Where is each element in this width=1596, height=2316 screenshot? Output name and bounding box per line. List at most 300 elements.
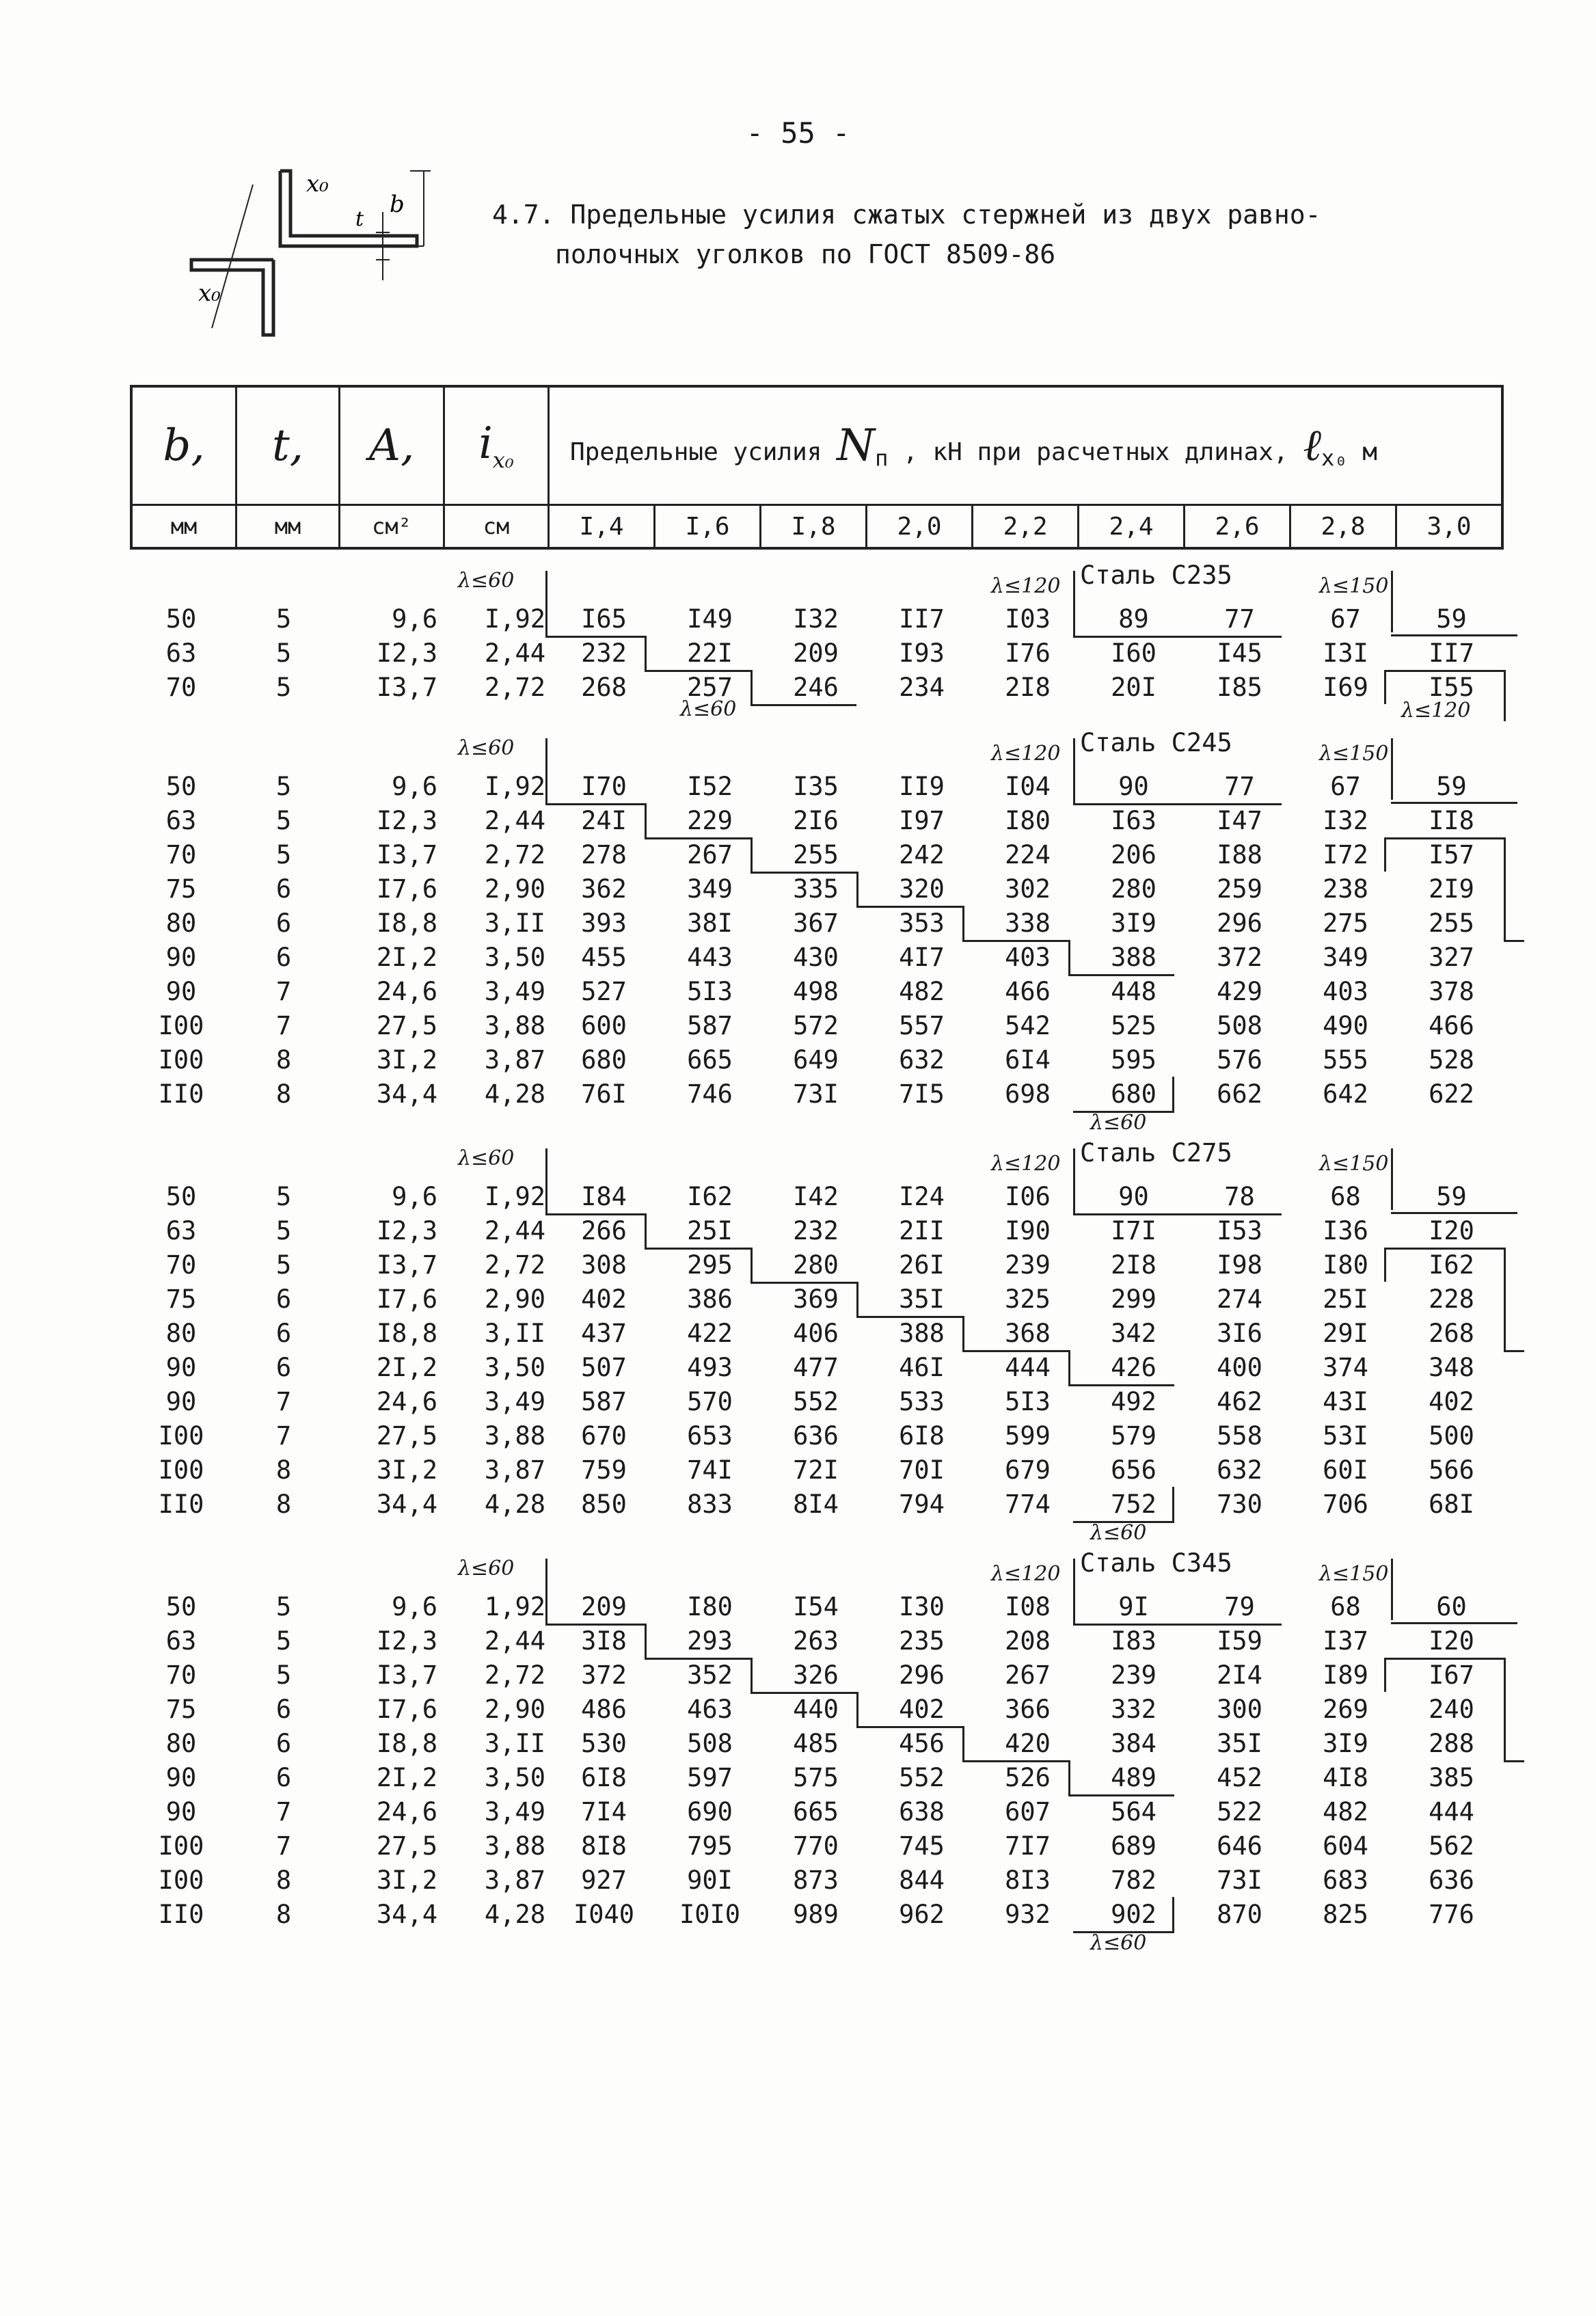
force-value-cell: 463	[687, 1694, 733, 1724]
force-value-cell: 388	[899, 1318, 945, 1348]
slenderness-boundary-line	[1068, 1384, 1174, 1386]
force-value-cell: 372	[1217, 942, 1262, 972]
header-length: 2,8	[1290, 505, 1396, 549]
force-value-cell: 599	[1005, 1420, 1051, 1451]
force-value-cell: 255	[1429, 908, 1474, 938]
force-value-cell: 70I	[899, 1455, 945, 1485]
section-param-cell: I00	[158, 1010, 204, 1040]
force-value-cell: 642	[1323, 1079, 1368, 1109]
force-value-cell: 2II	[899, 1215, 945, 1245]
force-value-cell: 8I4	[793, 1489, 839, 1519]
force-value-cell: 402	[899, 1694, 945, 1724]
force-value-cell: 76I	[581, 1079, 627, 1109]
slenderness-boundary-line	[1391, 571, 1393, 632]
slenderness-boundary-line	[1391, 738, 1393, 800]
slenderness-limit-60-label: λ≤60	[458, 736, 515, 760]
slenderness-boundary-line	[1504, 1248, 1506, 1350]
force-value-cell: 29I	[1323, 1318, 1368, 1348]
section-param-cell: 5	[275, 1626, 292, 1656]
force-value-cell: 302	[1005, 874, 1051, 904]
section-param-cell: 5	[275, 805, 292, 835]
force-value-cell: 962	[899, 1899, 945, 1929]
slenderness-limit-120-label-lower: λ≤120	[1401, 699, 1471, 723]
slenderness-boundary-line	[1504, 837, 1506, 940]
slenderness-boundary-line	[1391, 1212, 1517, 1214]
force-value-cell: 242	[899, 839, 945, 870]
section-param-cell: I2,3	[376, 1626, 437, 1656]
slenderness-boundary-line	[1504, 670, 1506, 721]
force-value-cell: 299	[1111, 1284, 1157, 1314]
section-param-cell: 27,5	[376, 1831, 437, 1861]
force-value-cell: 35I	[1217, 1728, 1262, 1758]
slenderness-boundary-line	[750, 704, 856, 706]
section-param-cell: 34,4	[376, 1079, 437, 1109]
force-value-cell: 206	[1111, 839, 1157, 870]
slenderness-boundary-line	[1073, 1487, 1174, 1523]
force-value-cell: 60	[1436, 1591, 1467, 1621]
force-value-cell: 68I	[1429, 1489, 1474, 1519]
force-value-cell: 4I7	[899, 942, 945, 972]
force-value-cell: 349	[1323, 942, 1368, 972]
force-value-cell: 558	[1217, 1420, 1262, 1451]
section-param-cell: 90	[165, 1386, 197, 1416]
force-value-cell: 384	[1111, 1728, 1157, 1758]
force-value-cell: 656	[1111, 1455, 1157, 1485]
section-param-cell: 7	[275, 1386, 292, 1416]
force-value-cell: 74I	[687, 1455, 733, 1485]
force-value-cell: 774	[1005, 1489, 1051, 1519]
section-param-cell: 8	[275, 1455, 292, 1485]
header-title: Предельные усилия $N_п$ , кН при расчетных длинах, ℓ$_{x_0}$ м	[549, 386, 1503, 505]
force-value-cell: 35I	[899, 1284, 945, 1314]
force-value-cell: 530	[581, 1728, 627, 1758]
force-value-cell: I35	[793, 771, 839, 801]
section-param-cell: 5	[275, 1660, 292, 1690]
force-value-cell: 5I3	[687, 976, 733, 1006]
force-value-cell: 746	[687, 1079, 733, 1109]
slenderness-boundary-line	[1384, 1248, 1504, 1250]
force-value-cell: 352	[687, 1660, 733, 1690]
force-value-cell: 646	[1217, 1831, 1262, 1861]
force-value-cell: 2I9	[1429, 874, 1474, 904]
table-row	[130, 1624, 1504, 1658]
force-value-cell: 870	[1217, 1899, 1262, 1929]
force-value-cell: 489	[1111, 1762, 1157, 1792]
force-value-cell: 636	[1429, 1865, 1474, 1895]
header-length: 2,0	[867, 505, 973, 549]
slenderness-boundary-line	[1068, 1350, 1070, 1384]
force-value-cell: 402	[581, 1284, 627, 1314]
slenderness-boundary-line	[962, 906, 964, 940]
force-value-cell: 833	[687, 1489, 733, 1519]
force-value-cell: I70	[581, 771, 627, 801]
force-value-cell: 25I	[1323, 1284, 1368, 1314]
force-value-cell: 466	[1005, 976, 1051, 1006]
force-value-cell: 2I8	[1111, 1250, 1157, 1280]
table-row	[130, 1384, 1504, 1418]
force-value-cell: 2I8	[1005, 672, 1051, 702]
table-row	[130, 1829, 1504, 1863]
section-param-cell: 7	[275, 1796, 292, 1827]
force-value-cell: 20I	[1111, 672, 1157, 702]
force-value-cell: 9I	[1118, 1591, 1149, 1621]
force-value-cell: 59	[1436, 1181, 1467, 1211]
section-param-cell: I00	[158, 1420, 204, 1451]
section-param-cell: 70	[165, 1250, 197, 1280]
force-value-cell: 679	[1005, 1455, 1051, 1485]
force-value-cell: 533	[899, 1386, 945, 1416]
slenderness-limit-150-label: λ≤150	[1319, 742, 1389, 766]
force-value-cell: I85	[1217, 672, 1262, 702]
slenderness-boundary-line	[1504, 940, 1524, 942]
section-param-cell: 5	[275, 1591, 292, 1621]
section-param-cell: 70	[165, 672, 197, 702]
slenderness-boundary-line	[1068, 940, 1070, 974]
section-param-cell: 2,90	[484, 1694, 545, 1724]
section-param-cell: 9,6	[392, 771, 437, 801]
force-value-cell: I89	[1323, 1660, 1368, 1690]
force-value-cell: 448	[1111, 976, 1157, 1006]
section-param-cell: 75	[165, 1694, 197, 1724]
section-param-cell: 63	[165, 1626, 197, 1656]
header-length: I,8	[761, 505, 867, 549]
force-value-cell: 526	[1005, 1762, 1051, 1792]
table-row	[130, 1760, 1504, 1794]
force-value-cell: 79	[1224, 1591, 1255, 1621]
header-length: 2,2	[973, 505, 1079, 549]
force-value-cell: 229	[687, 805, 733, 835]
force-value-cell: 90	[1118, 771, 1149, 801]
force-value-cell: 730	[1217, 1489, 1262, 1519]
slenderness-boundary-line	[545, 1148, 547, 1213]
table-row	[130, 1658, 1504, 1692]
force-value-cell: I49	[687, 604, 733, 634]
force-value-cell: 278	[581, 839, 627, 870]
slenderness-boundary-line	[645, 837, 750, 839]
force-value-cell: 209	[581, 1591, 627, 1621]
force-value-cell: 378	[1429, 976, 1474, 1006]
slenderness-boundary-line	[962, 1316, 964, 1350]
force-value-cell: 22I	[687, 638, 733, 668]
force-value-cell: 564	[1111, 1796, 1157, 1827]
slenderness-limit-150-label: λ≤150	[1319, 574, 1389, 598]
force-value-cell: I32	[1323, 805, 1368, 835]
section-param-cell: 90	[165, 1796, 197, 1827]
section-param-cell: 63	[165, 805, 197, 835]
force-value-cell: 267	[1005, 1660, 1051, 1690]
force-value-cell: I62	[687, 1181, 733, 1211]
section-param-cell: 90	[165, 976, 197, 1006]
force-value-cell: 38I	[687, 908, 733, 938]
force-value-cell: 240	[1429, 1694, 1474, 1724]
force-value-cell: 653	[687, 1420, 733, 1451]
force-value-cell: 555	[1323, 1045, 1368, 1075]
section-param-cell: 2,90	[484, 874, 545, 904]
section-param-cell: 70	[165, 1660, 197, 1690]
force-value-cell: I37	[1323, 1626, 1368, 1656]
force-value-cell: 572	[793, 1010, 839, 1040]
slenderness-boundary-line	[1384, 1658, 1386, 1692]
table-row	[130, 1897, 1504, 1931]
force-value-cell: 3I9	[1111, 908, 1157, 938]
slenderness-boundary-line	[1073, 1077, 1174, 1113]
force-value-cell: 25I	[687, 1215, 733, 1245]
slenderness-boundary-line	[1073, 1624, 1282, 1626]
section-param-cell: 8	[275, 1865, 292, 1895]
force-value-cell: I80	[1323, 1250, 1368, 1280]
table-row	[130, 1042, 1504, 1077]
force-value-cell: 325	[1005, 1284, 1051, 1314]
slenderness-boundary-line	[545, 636, 646, 638]
slenderness-boundary-line	[1073, 1148, 1075, 1213]
force-value-cell: I0I0	[679, 1899, 741, 1929]
section-param-cell: 3,50	[484, 1352, 545, 1382]
slenderness-boundary-line	[1068, 1794, 1174, 1796]
section-param-cell: 3,87	[484, 1045, 545, 1075]
force-value-cell: II7	[899, 604, 945, 634]
force-value-cell: 53I	[1323, 1420, 1368, 1451]
force-value-cell: I53	[1217, 1215, 1262, 1245]
header-a: A,	[340, 386, 444, 505]
section-param-cell: 3,88	[484, 1010, 545, 1040]
section-param-cell: 4,28	[484, 1489, 545, 1519]
force-value-cell: 525	[1111, 1010, 1157, 1040]
force-value-cell: 776	[1429, 1899, 1474, 1929]
section-param-cell: I3,7	[376, 1250, 437, 1280]
force-value-cell: I65	[581, 604, 627, 634]
slenderness-boundary-line	[1073, 571, 1075, 636]
section-param-cell: 3I,2	[376, 1455, 437, 1485]
force-value-cell: 482	[899, 976, 945, 1006]
slenderness-boundary-line	[962, 1726, 964, 1760]
section-param-cell: 50	[165, 1591, 197, 1621]
force-value-cell: 527	[581, 976, 627, 1006]
section-param-cell: 7	[275, 976, 292, 1006]
force-value-cell: I03	[1005, 604, 1051, 634]
slenderness-boundary-line	[645, 636, 647, 670]
section-param-cell: 6	[275, 1284, 292, 1314]
force-value-cell: 2I6	[793, 805, 839, 835]
slenderness-boundary-line	[645, 670, 750, 672]
double-angle-section-sketch	[185, 164, 458, 349]
force-value-cell: 6I4	[1005, 1045, 1051, 1075]
slenderness-boundary-line	[1391, 634, 1517, 636]
slenderness-boundary-line	[645, 1248, 750, 1250]
force-value-cell: I52	[687, 771, 733, 801]
force-value-cell: 794	[899, 1489, 945, 1519]
table-row	[130, 837, 1504, 872]
section-param-cell: I,92	[484, 771, 545, 801]
force-value-cell: 422	[687, 1318, 733, 1348]
slenderness-boundary-line	[962, 940, 1068, 942]
force-value-cell: 665	[687, 1045, 733, 1075]
force-value-cell: 665	[793, 1796, 839, 1827]
force-value-cell: 485	[793, 1728, 839, 1758]
section-param-cell: 90	[165, 1352, 197, 1382]
section-param-cell: 3,50	[484, 1762, 545, 1792]
section-param-cell: 5	[275, 771, 292, 801]
force-value-cell: 437	[581, 1318, 627, 1348]
force-value-cell: 770	[793, 1831, 839, 1861]
section-param-cell: 63	[165, 1215, 197, 1245]
force-value-cell: 239	[1005, 1250, 1051, 1280]
slenderness-boundary-line	[750, 670, 753, 704]
force-value-cell: 795	[687, 1831, 733, 1861]
force-value-cell: 73I	[1217, 1865, 1262, 1895]
table-row	[130, 636, 1504, 670]
force-value-cell: 444	[1005, 1352, 1051, 1382]
force-value-cell: 268	[581, 672, 627, 702]
force-value-cell: 632	[1217, 1455, 1262, 1485]
force-value-cell: 440	[793, 1694, 839, 1724]
force-value-cell: 269	[1323, 1694, 1368, 1724]
force-value-cell: 268	[1429, 1318, 1474, 1348]
table-row	[130, 1418, 1504, 1453]
section-param-cell: 7	[275, 1010, 292, 1040]
force-value-cell: 989	[793, 1899, 839, 1929]
force-value-cell: 68	[1330, 1591, 1361, 1621]
table-row	[130, 872, 1504, 906]
force-value-cell: 78	[1224, 1181, 1255, 1211]
force-value-cell: 403	[1005, 942, 1051, 972]
force-value-cell: 607	[1005, 1796, 1051, 1827]
force-value-cell: 232	[793, 1215, 839, 1245]
slenderness-boundary-line	[856, 1726, 962, 1728]
header-b-unit: мм	[131, 505, 236, 549]
force-value-cell: 8I3	[1005, 1865, 1051, 1895]
section-param-cell: 80	[165, 1728, 197, 1758]
force-value-cell: 426	[1111, 1352, 1157, 1382]
section-param-cell: I00	[158, 1865, 204, 1895]
force-value-cell: 444	[1429, 1796, 1474, 1827]
table-row	[130, 1863, 1504, 1897]
force-value-cell: 595	[1111, 1045, 1157, 1075]
section-param-cell: 4,28	[484, 1899, 545, 1929]
force-value-cell: 280	[1111, 874, 1157, 904]
section-param-cell: I7,6	[376, 1284, 437, 1314]
force-value-cell: 579	[1111, 1420, 1157, 1451]
section-param-cell: I00	[158, 1455, 204, 1485]
slenderness-boundary-line	[750, 1658, 753, 1692]
force-value-cell: 557	[899, 1010, 945, 1040]
force-value-cell: I55	[1429, 672, 1474, 702]
slenderness-boundary-line	[1504, 1760, 1524, 1762]
slenderness-limit-60-label: λ≤60	[458, 1557, 515, 1580]
header-ix0-unit: см	[444, 505, 549, 549]
section-param-cell: 9,6	[392, 604, 437, 634]
force-value-cell: 683	[1323, 1865, 1368, 1895]
force-value-cell: 662	[1217, 1079, 1262, 1109]
force-value-cell: 3I8	[581, 1626, 627, 1656]
force-value-cell: 296	[1217, 908, 1262, 938]
force-value-cell: 782	[1111, 1865, 1157, 1895]
caption-line-2: полочных уголков по ГОСТ 8509-86	[555, 239, 1056, 269]
section-param-cell: 75	[165, 874, 197, 904]
force-value-cell: 455	[581, 942, 627, 972]
header-t: t,	[236, 386, 340, 505]
force-value-cell: 77	[1224, 771, 1255, 801]
slenderness-boundary-line	[1384, 1658, 1504, 1660]
force-value-cell: I08	[1005, 1591, 1051, 1621]
slenderness-limit-120-label: λ≤120	[991, 1562, 1061, 1586]
section-param-cell: 2,72	[484, 1250, 545, 1280]
force-value-cell: 393	[581, 908, 627, 938]
section-param-cell: 2,72	[484, 1660, 545, 1690]
force-value-cell: 706	[1323, 1489, 1368, 1519]
section-param-cell: 90	[165, 942, 197, 972]
force-value-cell: 90	[1118, 1181, 1149, 1211]
force-value-cell: 462	[1217, 1386, 1262, 1416]
slenderness-boundary-line	[1384, 670, 1386, 704]
slenderness-boundary-line	[545, 571, 547, 636]
slenderness-boundary-line	[545, 803, 646, 805]
force-value-cell: 638	[899, 1796, 945, 1827]
force-value-cell: 68	[1330, 1181, 1361, 1211]
section-param-cell: 2,72	[484, 672, 545, 702]
steel-grade-label: Сталь С235	[1080, 561, 1232, 590]
force-value-cell: 293	[687, 1626, 733, 1656]
header-a-unit: см²	[340, 505, 444, 549]
slenderness-limit-60-label: λ≤60	[458, 569, 515, 593]
force-value-cell: 850	[581, 1489, 627, 1519]
header-length: 2,4	[1079, 505, 1185, 549]
force-value-cell: 477	[793, 1352, 839, 1382]
section-param-cell: 2,90	[484, 1284, 545, 1314]
section-param-cell: 2I,2	[376, 1762, 437, 1792]
slenderness-boundary-line	[1391, 1622, 1517, 1624]
section-param-cell: 6	[275, 1318, 292, 1348]
force-value-cell: 443	[687, 942, 733, 972]
section-param-cell: 3,88	[484, 1831, 545, 1861]
force-value-cell: 492	[1111, 1386, 1157, 1416]
slenderness-boundary-line	[1068, 1760, 1070, 1794]
x0-label-bottom: x₀	[198, 280, 221, 307]
force-value-cell: 490	[1323, 1010, 1368, 1040]
force-value-cell: I62	[1429, 1250, 1474, 1280]
force-value-cell: 224	[1005, 839, 1051, 870]
force-value-cell: 528	[1429, 1045, 1474, 1075]
t-label: t	[355, 207, 364, 231]
slenderness-limit-150-label: λ≤150	[1319, 1562, 1389, 1586]
force-value-cell: I24	[899, 1181, 945, 1211]
slenderness-boundary-line	[856, 906, 962, 908]
table-row	[130, 1179, 1504, 1213]
section-param-cell: I8,8	[376, 1318, 437, 1348]
section-param-cell: II0	[158, 1489, 204, 1519]
force-value-cell: 374	[1323, 1352, 1368, 1382]
force-value-cell: 649	[793, 1045, 839, 1075]
table-row	[130, 1794, 1504, 1829]
header-t-unit: мм	[236, 505, 340, 549]
steel-grade-label: Сталь С275	[1080, 1138, 1232, 1168]
slenderness-boundary-line	[545, 1559, 547, 1624]
section-param-cell: 24,6	[376, 1796, 437, 1827]
steel-grade-label: Сталь С345	[1080, 1548, 1232, 1578]
steel-block-table	[130, 602, 1504, 704]
section-param-cell: 24,6	[376, 976, 437, 1006]
section-param-cell: 9,6	[392, 1181, 437, 1211]
table-row	[130, 1316, 1504, 1350]
force-value-cell: I040	[573, 1899, 635, 1929]
force-value-cell: 386	[687, 1284, 733, 1314]
slenderness-limit-150-label: λ≤150	[1319, 1152, 1389, 1176]
section-param-cell: 3,87	[484, 1455, 545, 1485]
section-param-cell: 2I,2	[376, 1352, 437, 1382]
force-value-cell: I90	[1005, 1215, 1051, 1245]
section-param-cell: 8	[275, 1899, 292, 1929]
force-value-cell: 239	[1111, 1660, 1157, 1690]
force-value-cell: 228	[1429, 1284, 1474, 1314]
